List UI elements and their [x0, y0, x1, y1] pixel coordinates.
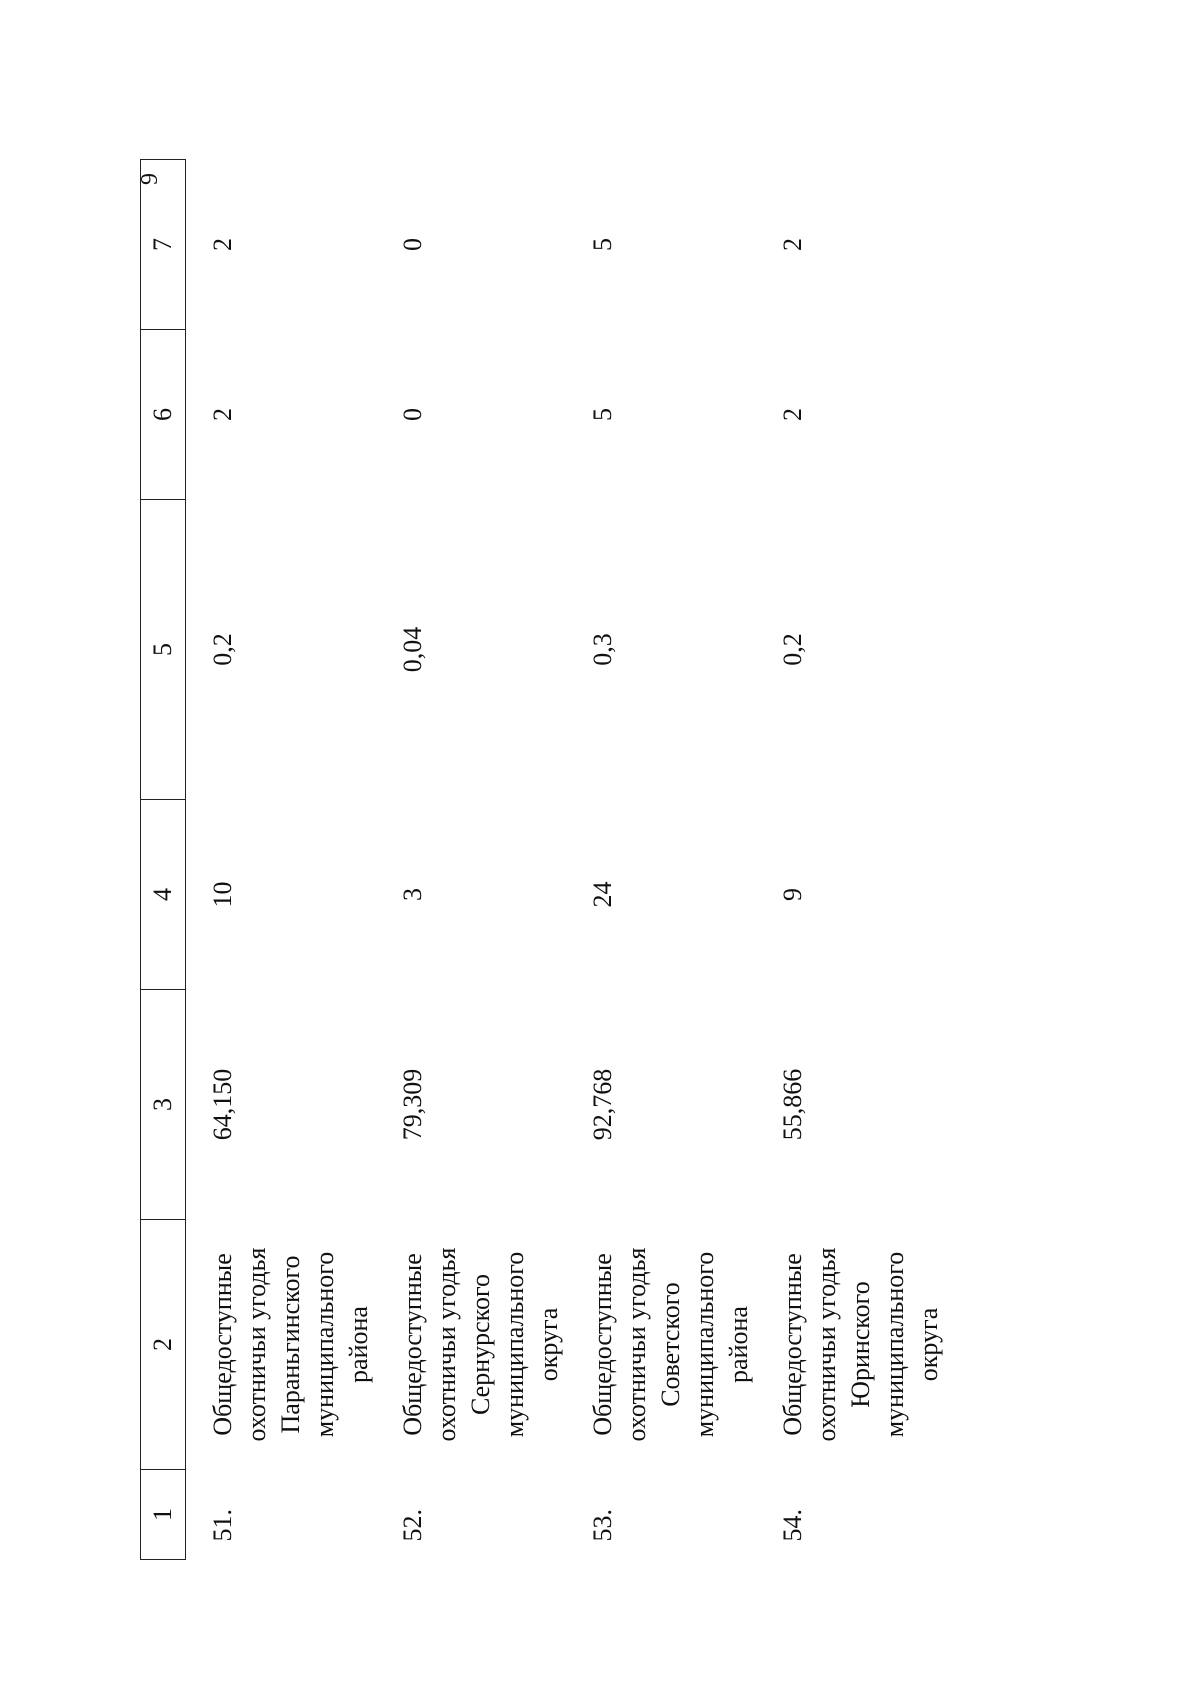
ground-name: [756, 1220, 946, 1470]
ground-name-line: Параньгинского: [276, 1255, 305, 1434]
header-row: [141, 160, 186, 1560]
table-row: [756, 160, 946, 1560]
cell-col-4: 9: [778, 888, 807, 901]
cell-col-3: 64,150: [208, 1068, 237, 1141]
ground-name-line: муниципального: [500, 1251, 529, 1438]
cell-col-4: 10: [208, 881, 237, 908]
cell-col-7: 0: [398, 238, 427, 251]
table-row: [566, 160, 756, 1560]
cell-col-3: 92,768: [588, 1068, 617, 1141]
cell-col-4: 3: [398, 888, 427, 901]
table-container: [140, 160, 1120, 1560]
header-col-5: 5: [141, 500, 186, 800]
cell-col-6: 2: [778, 408, 807, 421]
ground-name-line: охотничьи угодья: [812, 1247, 841, 1442]
cell-col-5: 0,04: [398, 626, 427, 673]
header-col-3: 3: [141, 990, 186, 1220]
ground-name-line: Советского: [656, 1282, 685, 1407]
page-number: 9: [137, 173, 163, 185]
hunting-grounds-table: [140, 159, 946, 1560]
header-col-1: 1: [141, 1470, 186, 1560]
row-number: 54.: [778, 1509, 807, 1542]
cell-col-3: 55,866: [778, 1068, 807, 1141]
header-col-2: 2: [141, 1220, 186, 1470]
cell-col-6: 2: [208, 408, 237, 421]
header-col-6: 6: [141, 330, 186, 500]
ground-name: [186, 1220, 377, 1470]
cell-col-5: 0,2: [208, 633, 237, 666]
cell-col-4: 24: [588, 881, 617, 908]
cell-col-6: 5: [588, 408, 617, 421]
ground-name-line: муниципального: [310, 1251, 339, 1438]
row-number: 51.: [208, 1509, 237, 1542]
ground-name-line: Общедоступные: [778, 1253, 807, 1436]
cell-col-5: 0,2: [778, 633, 807, 666]
ground-name-line: Сернурского: [466, 1274, 495, 1415]
cell-col-6: 0: [398, 408, 427, 421]
ground-name-line: муниципального: [880, 1251, 909, 1438]
cell-col-7: 5: [588, 238, 617, 251]
row-number: 52.: [398, 1509, 427, 1542]
ground-name-line: Общедоступные: [398, 1253, 427, 1436]
cell-col-3: 79,309: [398, 1068, 427, 1141]
header-col-7: 7: [141, 160, 186, 330]
cell-col-5: 0,3: [588, 633, 617, 666]
ground-name: [376, 1220, 566, 1470]
ground-name: [566, 1220, 756, 1470]
cell-col-7: 2: [208, 238, 237, 251]
ground-name-line: охотничьи угодья: [432, 1247, 461, 1442]
table-row: [186, 160, 377, 1560]
ground-name-line: Юринского: [846, 1281, 875, 1408]
cell-col-7: 2: [778, 238, 807, 251]
ground-name-line: Общедоступные: [588, 1253, 617, 1436]
row-number: 53.: [588, 1509, 617, 1542]
ground-name-line: округа: [534, 1307, 563, 1382]
ground-name-line: района: [344, 1306, 373, 1383]
ground-name-line: Общедоступные: [208, 1253, 237, 1436]
table-row: [376, 160, 566, 1560]
header-col-4: 4: [141, 800, 186, 990]
ground-name-line: муниципального: [690, 1251, 719, 1438]
ground-name-line: охотничьи угодья: [622, 1247, 651, 1442]
ground-name-line: округа: [914, 1307, 943, 1382]
ground-name-line: района: [724, 1306, 753, 1383]
ground-name-line: охотничьи угодья: [242, 1247, 271, 1442]
